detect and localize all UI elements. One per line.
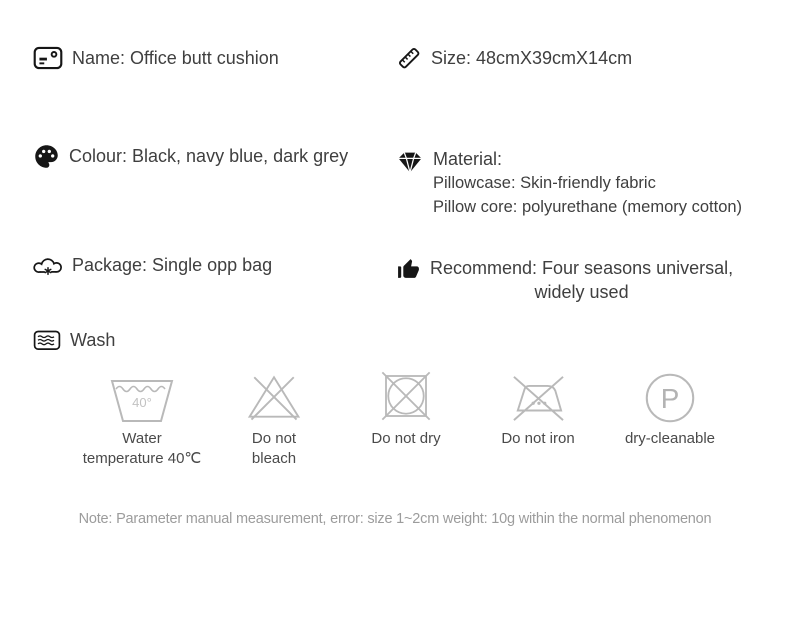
recommend-label: Recommend: Four seasons universal, — [430, 258, 734, 278]
care-label-do-not-dry: Do not dry — [371, 430, 441, 447]
spec-row-size — [396, 45, 632, 71]
care-symbols-row — [76, 366, 736, 469]
spec-row-name — [33, 45, 279, 71]
wash-tub-40-icon — [109, 366, 175, 424]
care-label-do-not-iron: Do not iron — [501, 430, 575, 447]
care-item-do-not-dry — [340, 366, 472, 469]
colour-label: Colour: Black, navy blue, dark grey — [69, 146, 349, 166]
measurement-note: Note: Parameter manual measurement, error: size 1~2cm weight: 10g within the normal phenomenon — [78, 511, 712, 527]
name-card-icon — [33, 45, 63, 71]
cotton-icon — [33, 252, 63, 278]
wash-label: Wash — [70, 330, 116, 350]
recommend-text — [430, 256, 733, 304]
package-label: Package: Single opp bag — [72, 254, 273, 275]
diamond-icon — [396, 150, 424, 175]
spec-row-material — [396, 147, 742, 219]
care-label-do-not-bleach: Do not bleach — [251, 430, 297, 467]
care-label-water-temperature: Water temperature 40℃ — [82, 430, 202, 467]
size-label: Size: 48cmX39cmX14cm — [431, 47, 633, 68]
care-item-dry-cleanable — [604, 366, 736, 469]
palette-icon — [33, 143, 60, 170]
care-item-water-temperature — [76, 366, 208, 469]
spec-row-colour — [33, 143, 348, 170]
care-item-do-not-iron — [472, 366, 604, 469]
material-line-pillowcase: Pillowcase: Skin-friendly fabric — [433, 174, 656, 192]
spec-row-wash — [33, 329, 115, 352]
spec-row-recommend — [396, 256, 733, 304]
dry-clean-letter: P — [660, 383, 680, 415]
care-label-dry-cleanable: dry-cleanable — [624, 430, 716, 447]
material-line-pillow-core: Pillow core: polyurethane (memory cotton) — [433, 198, 743, 216]
wash-temp-value: 40° — [132, 395, 152, 410]
do-not-bleach-icon — [243, 366, 305, 424]
name-label: Name: Office butt cushion — [72, 47, 279, 68]
care-tag-icon — [33, 329, 61, 352]
recommend-label-line2: widely used — [534, 282, 629, 302]
dry-clean-p-icon — [643, 366, 697, 424]
ruler-icon — [396, 45, 422, 71]
material-text — [433, 147, 742, 219]
thumbs-up-icon — [396, 257, 421, 282]
do-not-dry-icon — [376, 366, 436, 424]
spec-row-package — [33, 252, 272, 278]
care-item-do-not-bleach — [208, 366, 340, 469]
do-not-iron-icon — [506, 366, 570, 424]
material-label: Material: — [433, 149, 503, 169]
